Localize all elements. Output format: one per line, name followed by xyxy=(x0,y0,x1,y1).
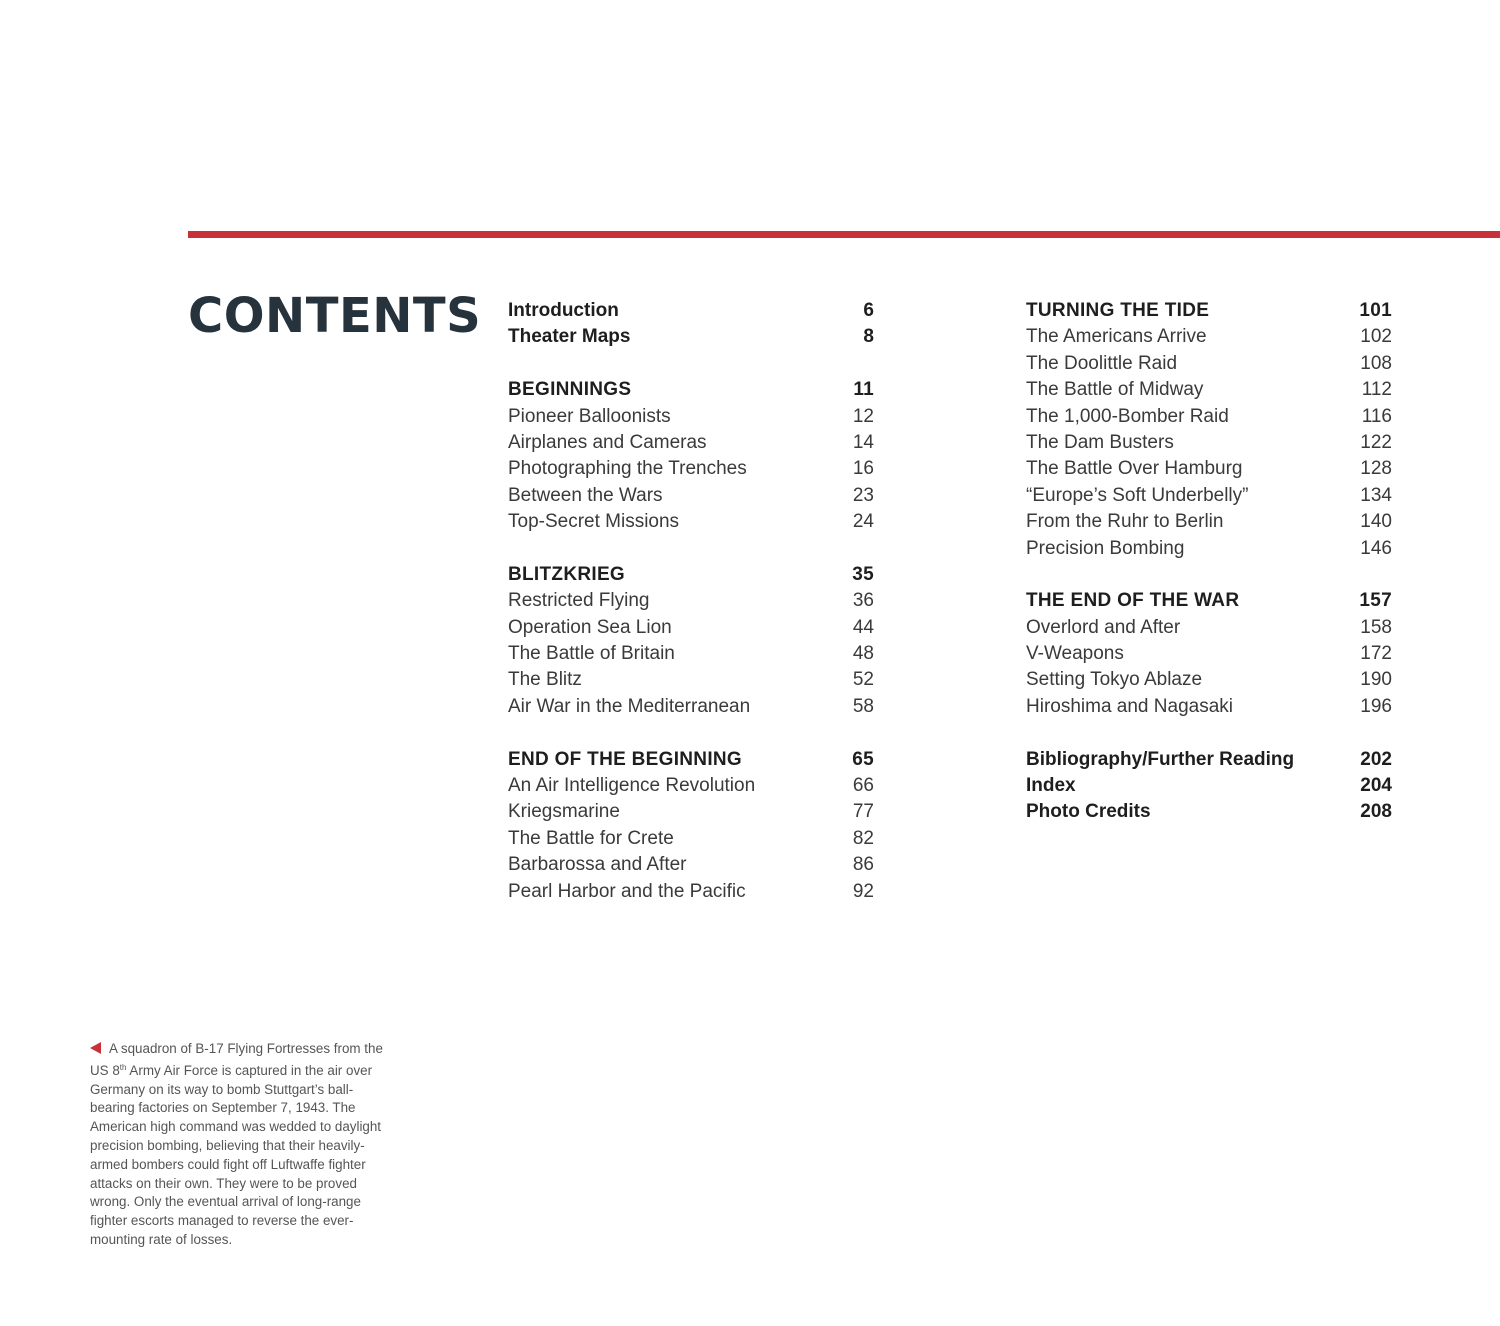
toc-item[interactable] xyxy=(508,826,874,852)
toc-label: Photographing the Trenches xyxy=(508,458,747,480)
toc-item[interactable] xyxy=(508,694,874,720)
toc-section-heading[interactable] xyxy=(508,377,874,403)
toc-page-number: 92 xyxy=(852,880,874,902)
toc-item[interactable] xyxy=(508,773,874,799)
toc-label: Operation Sea Lion xyxy=(508,616,672,638)
toc-label: The 1,000-Bomber Raid xyxy=(1026,405,1229,427)
toc-page-number: 35 xyxy=(852,563,874,585)
toc-item[interactable] xyxy=(1026,667,1392,693)
toc-page-number: 134 xyxy=(1360,484,1392,506)
section-title: BLITZKRIEG xyxy=(508,563,625,585)
toc-section-heading[interactable] xyxy=(1026,298,1392,324)
toc-label: Setting Tokyo Ablaze xyxy=(1026,669,1203,691)
toc-page-number: 116 xyxy=(1361,405,1392,427)
toc-item[interactable] xyxy=(508,799,874,825)
toc-page-number: 8 xyxy=(863,326,874,348)
toc-item[interactable] xyxy=(508,879,874,905)
toc-item[interactable] xyxy=(508,641,874,667)
toc-item[interactable] xyxy=(1026,404,1392,430)
toc-label: Bibliography/Further Reading xyxy=(1026,748,1295,770)
toc-label: The Americans Arrive xyxy=(1026,326,1207,348)
toc-page-number: 48 xyxy=(852,643,874,665)
toc-page-number: 108 xyxy=(1360,352,1392,374)
section-title: TURNING THE TIDE xyxy=(1026,300,1210,321)
toc-label: Precision Bombing xyxy=(1026,537,1185,559)
toc-page-number: 24 xyxy=(852,511,874,533)
toc-label: The Battle of Midway xyxy=(1026,379,1204,401)
section-title: THE END OF THE WAR xyxy=(1026,590,1240,612)
toc-page-number: 202 xyxy=(1360,748,1392,770)
toc-label: Hiroshima and Nagasaki xyxy=(1026,695,1233,717)
toc-page-number: 112 xyxy=(1361,379,1392,401)
toc-label: V-Weapons xyxy=(1026,643,1124,665)
toc-item[interactable] xyxy=(1026,509,1392,535)
toc-item[interactable] xyxy=(1026,483,1392,509)
section-spacer xyxy=(1026,562,1392,588)
toc-label: Introduction xyxy=(508,300,619,321)
toc-label: Kriegsmarine xyxy=(508,801,620,823)
toc-page-number: 16 xyxy=(852,458,874,480)
toc-page-number: 86 xyxy=(852,854,874,876)
toc-page-number: 52 xyxy=(852,669,874,691)
toc-page-number: 102 xyxy=(1360,326,1392,348)
toc-page-number: 204 xyxy=(1360,775,1392,797)
toc-item[interactable] xyxy=(508,509,874,535)
toc-page-number: 36 xyxy=(852,590,874,612)
toc-label: The Battle Over Hamburg xyxy=(1026,458,1243,480)
toc-label: Pioneer Balloonists xyxy=(508,405,671,427)
section-spacer xyxy=(1026,720,1392,746)
toc-page-number: 66 xyxy=(852,775,874,797)
toc-page-number: 11 xyxy=(853,379,874,401)
toc-item[interactable] xyxy=(1026,324,1392,350)
header-red-rule xyxy=(188,231,1500,238)
toc-page-number: 158 xyxy=(1360,616,1392,638)
page-title: CONTENTS xyxy=(188,288,482,344)
toc-item[interactable] xyxy=(508,483,874,509)
toc-item[interactable] xyxy=(1026,351,1392,377)
toc-item[interactable] xyxy=(508,615,874,641)
toc-label: Theater Maps xyxy=(508,326,631,348)
toc-page-number: 44 xyxy=(852,616,874,638)
toc-page-number: 82 xyxy=(852,827,874,849)
toc-page-number: 101 xyxy=(1359,300,1392,321)
toc-page-number: 23 xyxy=(852,484,874,506)
toc-item[interactable] xyxy=(508,667,874,693)
toc-page-number: 14 xyxy=(852,431,874,453)
section-spacer xyxy=(508,720,874,746)
toc-label: “Europe’s Soft Underbelly” xyxy=(1026,484,1249,506)
toc-item[interactable] xyxy=(508,430,874,456)
toc-front-item[interactable] xyxy=(508,298,874,324)
toc-back-item[interactable] xyxy=(1026,773,1392,799)
toc-page-number: 128 xyxy=(1360,458,1392,480)
toc-label: The Battle of Britain xyxy=(508,643,675,665)
toc-label: Index xyxy=(1026,775,1076,797)
toc-label: Overlord and After xyxy=(1026,616,1181,638)
section-spacer xyxy=(508,351,874,377)
toc-page-number: 77 xyxy=(852,801,874,823)
toc-page-number: 58 xyxy=(852,695,874,717)
toc-label: Air War in the Mediterranean xyxy=(508,695,751,717)
photo-caption xyxy=(90,1040,394,1250)
toc-page-number: 146 xyxy=(1360,537,1392,559)
toc-section-heading[interactable] xyxy=(508,562,874,588)
toc-item[interactable] xyxy=(1026,694,1392,720)
arrow-left-icon xyxy=(90,1042,101,1054)
toc-label: The Battle for Crete xyxy=(508,827,674,849)
toc-item[interactable] xyxy=(508,852,874,878)
caption-text-start: A squadron of B-17 Flying Fortresses from the US 8 xyxy=(90,1041,383,1078)
toc-page-number: 172 xyxy=(1360,643,1392,665)
toc-back-item[interactable] xyxy=(1026,799,1392,825)
toc-label: Pearl Harbor and the Pacific xyxy=(508,880,746,902)
toc-item[interactable] xyxy=(1026,456,1392,482)
toc-page-number: 12 xyxy=(852,405,874,427)
toc-label: Top-Secret Missions xyxy=(508,511,680,533)
section-title: END OF THE BEGINNING xyxy=(508,748,743,770)
toc-item[interactable] xyxy=(508,456,874,482)
toc-item[interactable] xyxy=(1026,536,1392,562)
section-title: BEGINNINGS xyxy=(508,379,632,401)
toc-front-item[interactable] xyxy=(508,324,874,350)
toc-label: Between the Wars xyxy=(508,484,663,506)
toc-item[interactable] xyxy=(1026,641,1392,667)
toc-label: Barbarossa and After xyxy=(508,854,687,876)
toc-label: An Air Intelligence Revolution xyxy=(508,775,756,797)
caption-text-end: Army Air Force is captured in the air over Germany on its way to bomb Stuttgart’s ball-bearing factories on September 7, 1943. The American high command was wedded to daylight precision bombing, believing that their heavily-armed bombers could fight off Luftwaffe fighter attacks on their own. They were to be proved wrong. Only the eventual arrival of long-range fighter escorts managed to reverse the ever-mounting rate of losses. xyxy=(90,1062,382,1247)
section-spacer xyxy=(508,536,874,562)
toc-label: Restricted Flying xyxy=(508,590,650,612)
toc-item[interactable] xyxy=(1026,615,1392,641)
toc-page-number: 196 xyxy=(1360,695,1392,717)
toc-label: The Blitz xyxy=(508,669,582,691)
toc-item[interactable] xyxy=(508,404,874,430)
toc-page-number: 122 xyxy=(1360,431,1392,453)
toc-item[interactable] xyxy=(508,588,874,614)
toc-page-number: 208 xyxy=(1360,801,1392,823)
toc-label: The Dam Busters xyxy=(1026,431,1174,453)
toc-back-item[interactable] xyxy=(1026,747,1392,773)
toc-label: The Doolittle Raid xyxy=(1026,352,1178,374)
toc-label: From the Ruhr to Berlin xyxy=(1026,511,1224,533)
toc-page-number: 65 xyxy=(852,748,874,770)
toc-item[interactable] xyxy=(1026,377,1392,403)
toc-page-number: 157 xyxy=(1359,590,1392,612)
toc-label: Airplanes and Cameras xyxy=(508,431,707,453)
toc-section-heading[interactable] xyxy=(1026,588,1392,614)
toc-page-number: 6 xyxy=(863,300,874,321)
caption-superscript: th xyxy=(119,1062,127,1072)
toc-column-right xyxy=(1026,298,1392,826)
toc-page-number: 140 xyxy=(1360,511,1392,533)
toc-page-number: 190 xyxy=(1360,669,1392,691)
toc-label: Photo Credits xyxy=(1026,801,1151,823)
toc-item[interactable] xyxy=(1026,430,1392,456)
toc-section-heading[interactable] xyxy=(508,747,874,773)
toc-column-left xyxy=(508,298,874,905)
